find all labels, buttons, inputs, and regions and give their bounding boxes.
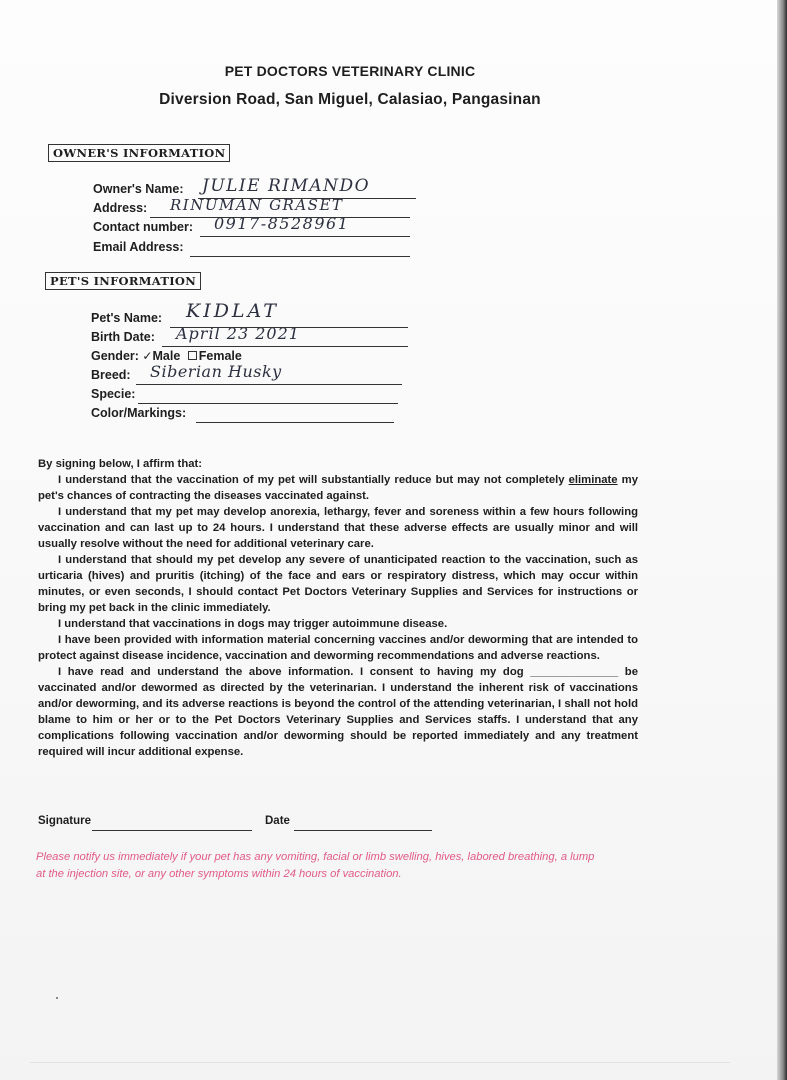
dog-name-blank[interactable]: ______________ bbox=[530, 666, 619, 678]
consent-paragraph-2: I understand that my pet may develop anorexia, lethargy, fever and soreness within a few hours following vaccination and can last up to 24 hours. I understand that these adverse effects are usually minor and will usually resolve without the need for additional veterinary care. bbox=[38, 506, 638, 550]
specie-label: Specie: bbox=[91, 387, 136, 401]
pet-name-value: KIDLAT bbox=[186, 300, 279, 322]
scan-edge-shadow bbox=[777, 0, 787, 1080]
contact-number-label: Contact number: bbox=[93, 220, 193, 234]
date-label: Date bbox=[265, 815, 290, 827]
birth-date-label: Birth Date: bbox=[91, 330, 155, 344]
specie-line bbox=[138, 403, 398, 404]
email-address-line bbox=[190, 256, 410, 257]
pet-name-label: Pet's Name: bbox=[91, 311, 163, 325]
gender-male-label: Male bbox=[152, 349, 181, 363]
pet-section-title: PET'S INFORMATION bbox=[45, 272, 201, 290]
owner-address-label: Address: bbox=[93, 201, 148, 215]
clinic-address: Diversion Road, San Miguel, Calasiao, Pangasinan bbox=[159, 91, 541, 108]
owner-address-value: RINUMAN GRASET bbox=[170, 196, 344, 214]
gender-male-check-icon: ✓ bbox=[142, 349, 153, 363]
consent-paragraph-5: I have been provided with information material concerning vaccines and/or deworming that are intended to protect against disease incidence, vaccination and deworming recommendations and adverse reactions. bbox=[38, 634, 638, 662]
contact-number-line bbox=[200, 236, 410, 237]
birth-date-value: April 23 2021 bbox=[176, 324, 300, 343]
birth-date-line bbox=[162, 346, 408, 347]
owner-name-value: JULIE RIMANDO bbox=[202, 176, 371, 196]
gender-label: Gender: bbox=[91, 349, 139, 363]
color-markings-label: Color/Markings: bbox=[91, 406, 187, 420]
gender-female-checkbox[interactable] bbox=[188, 351, 197, 360]
vaccination-notice: Please notify us immediately if your pet has any vomiting, facial or limb swelling, hives, labored breathing, a lump at the injection site, or any other symptoms within 24 hours of vaccination. bbox=[36, 851, 595, 880]
consent-paragraph-1: I understand that the vaccination of my pet will substantially reduce but may not completely eliminate my pet's chances of contracting the diseases vaccinated against. bbox=[38, 474, 638, 502]
owner-section-title: OWNER'S INFORMATION bbox=[48, 144, 230, 162]
breed-line bbox=[136, 384, 402, 385]
date-line[interactable] bbox=[294, 830, 432, 831]
gender-female-label: Female bbox=[198, 349, 242, 363]
signature-line[interactable] bbox=[92, 830, 252, 831]
consent-paragraph-6: I have read and understand the above information. I consent to having my dog ______________ be vaccinated and/or dewormed as directed by the veterinarian. I understand the inherent risk of vaccinations and/or deworming, and its adverse reactions is beyond the control of the attending veterinarian, I shall not hold blame to him or her or to the Pet Doctors Veterinary Supplies and Services staffs. I understand that any complications following vaccination and/or deworming should be reported immediately and any treatment required will incur additional expense. bbox=[38, 666, 638, 758]
breed-label: Breed: bbox=[91, 368, 131, 382]
owner-name-label: Owner's Name: bbox=[93, 182, 184, 196]
page-bottom-rule bbox=[30, 1062, 730, 1063]
contact-number-value: 0917-8528961 bbox=[214, 214, 350, 233]
consent-paragraph-3: I understand that should my pet develop any severe of unanticipated reaction to the vaccination, such as urticaria (hives) and pruritis (itching) of the face and ears or respiratory distress, which may occur within minutes, or even seconds, I should contact Pet Doctors Veterinary Supplies and Services for instructions or bring my pet back in the clinic immediately. bbox=[38, 554, 638, 614]
consent-text bbox=[38, 456, 638, 760]
breed-value: Siberian Husky bbox=[150, 362, 282, 381]
email-address-label: Email Address: bbox=[93, 240, 184, 254]
consent-paragraph-4: I understand that vaccinations in dogs may trigger autoimmune disease. bbox=[58, 618, 448, 630]
color-markings-line bbox=[196, 422, 394, 423]
consent-intro: By signing below, I affirm that: bbox=[38, 458, 203, 470]
gender-row bbox=[91, 349, 242, 363]
scan-speck bbox=[56, 997, 58, 999]
clinic-name: PET DOCTORS VETERINARY CLINIC bbox=[224, 63, 476, 79]
signature-label: Signature bbox=[38, 815, 92, 827]
